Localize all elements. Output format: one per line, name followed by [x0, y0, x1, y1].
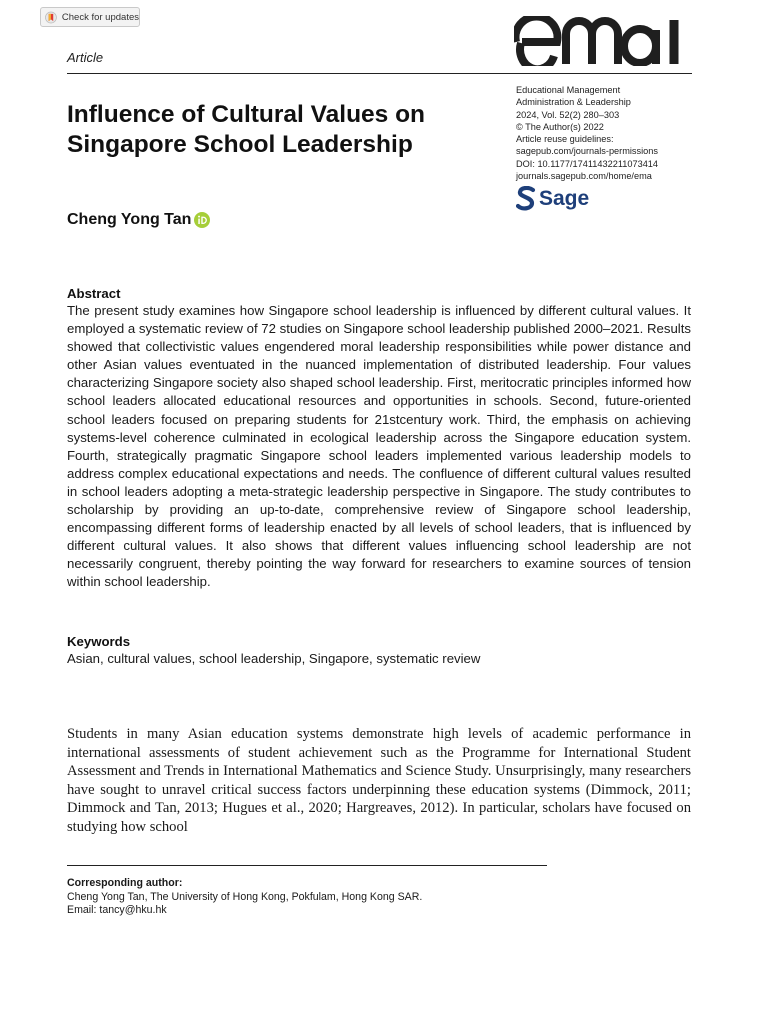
footnote-email[interactable]: Email: tancy@hku.hk: [67, 904, 167, 917]
copyright: © The Author(s) 2022: [516, 121, 604, 132]
article-type-label: Article: [67, 50, 104, 65]
sage-s-icon: [516, 186, 536, 212]
author-name: Cheng Yong Tan: [67, 211, 192, 228]
body-paragraph: Students in many Asian education systems demonstrate high levels of academic performance in international assessments of student achievement such as the Programme for International Student Assessment and Trends in International Mathematics and Science Study. Unsurprisingly, many researchers have sought to unravel critical success factors underpinning these education systems (Dimmock, 2011; Dimmock and Tan, 2013; Hugues et al., 2020; Hargreaves, 2012). In particular, scholars have focused on studying how school: [67, 726, 691, 835]
volume-info: 2024, Vol. 52(2) 280–303: [516, 109, 620, 120]
journal-metadata: [516, 84, 658, 182]
header-divider: [67, 73, 692, 74]
doi-link[interactable]: DOI: 10.1177/17411432211073414: [516, 158, 659, 169]
journal-name-line-1: Educational Management: [516, 85, 621, 95]
corresponding-author-footnote: [67, 877, 422, 918]
publisher-name: Sage: [539, 187, 590, 210]
bookmark-update-icon: [45, 11, 57, 24]
check-for-updates-button[interactable]: [40, 7, 140, 27]
footnote-divider: [67, 865, 547, 866]
permissions-link[interactable]: sagepub.com/journals-permissions: [516, 146, 658, 157]
keywords-heading: Keywords: [67, 634, 131, 649]
orcid-icon[interactable]: [194, 212, 210, 228]
journal-logo: [514, 16, 692, 66]
journal-name-line-2: Administration & Leadership: [516, 97, 631, 108]
author-line: [67, 211, 210, 229]
article-title: Influence of Cultural Values on Singapore School Leadership: [67, 101, 426, 158]
keywords-text: Asian, cultural values, school leadership, Singapore, systematic review: [67, 651, 481, 666]
journal-home-link[interactable]: journals.sagepub.com/home/ema: [516, 171, 652, 182]
abstract-heading: Abstract: [67, 286, 121, 301]
reuse-guidelines-label: Article reuse guidelines:: [516, 134, 614, 145]
publisher-logo: [516, 186, 589, 212]
check-for-updates-label: Check for updates: [61, 11, 139, 23]
abstract-text: The present study examines how Singapore school leadership is influenced by different cultural values. It employed a systematic review of 72 studies on Singapore school leadership published 2000–2021. Results showed that collectivistic values engendered moral leadership responsibilities while power distance and other Asian values eventuated in the nuanced implementation of distributed leadership. Four values characterizing Singapore society also shaped school leadership. First, meritocratic principles informed how school leaders allocated educational resources and opportunities in schools. Second, future-oriented school leaders focused on preparing students for 21stcentury work. Third, the emphasis on achieving systems-level coherence culminated in ecological leadership across the Singapore education system. Fourth, strategically pragmatic Singapore school leaders implemented various leadership models to address complex educational expectations and needs. The confluence of different cultural values resulted in school leaders adopting a meta-strategic leadership perspective in Singapore. The study contributes to scholarship by providing an up-to-date, comprehensive review of Singapore school leadership, encompassing different forms of leadership enacted by all levels of school leaders, that is influenced by different cultural values. It also shows that different values influencing school leadership are not necessarily congruent, thereby pointing the way forward for researchers to examine sources of tension within school leadership.: [67, 303, 691, 590]
footnote-heading: Corresponding author:: [67, 877, 183, 889]
footnote-affiliation: Cheng Yong Tan, The University of Hong Kong, Pokfulam, Hong Kong SAR.: [67, 890, 423, 903]
